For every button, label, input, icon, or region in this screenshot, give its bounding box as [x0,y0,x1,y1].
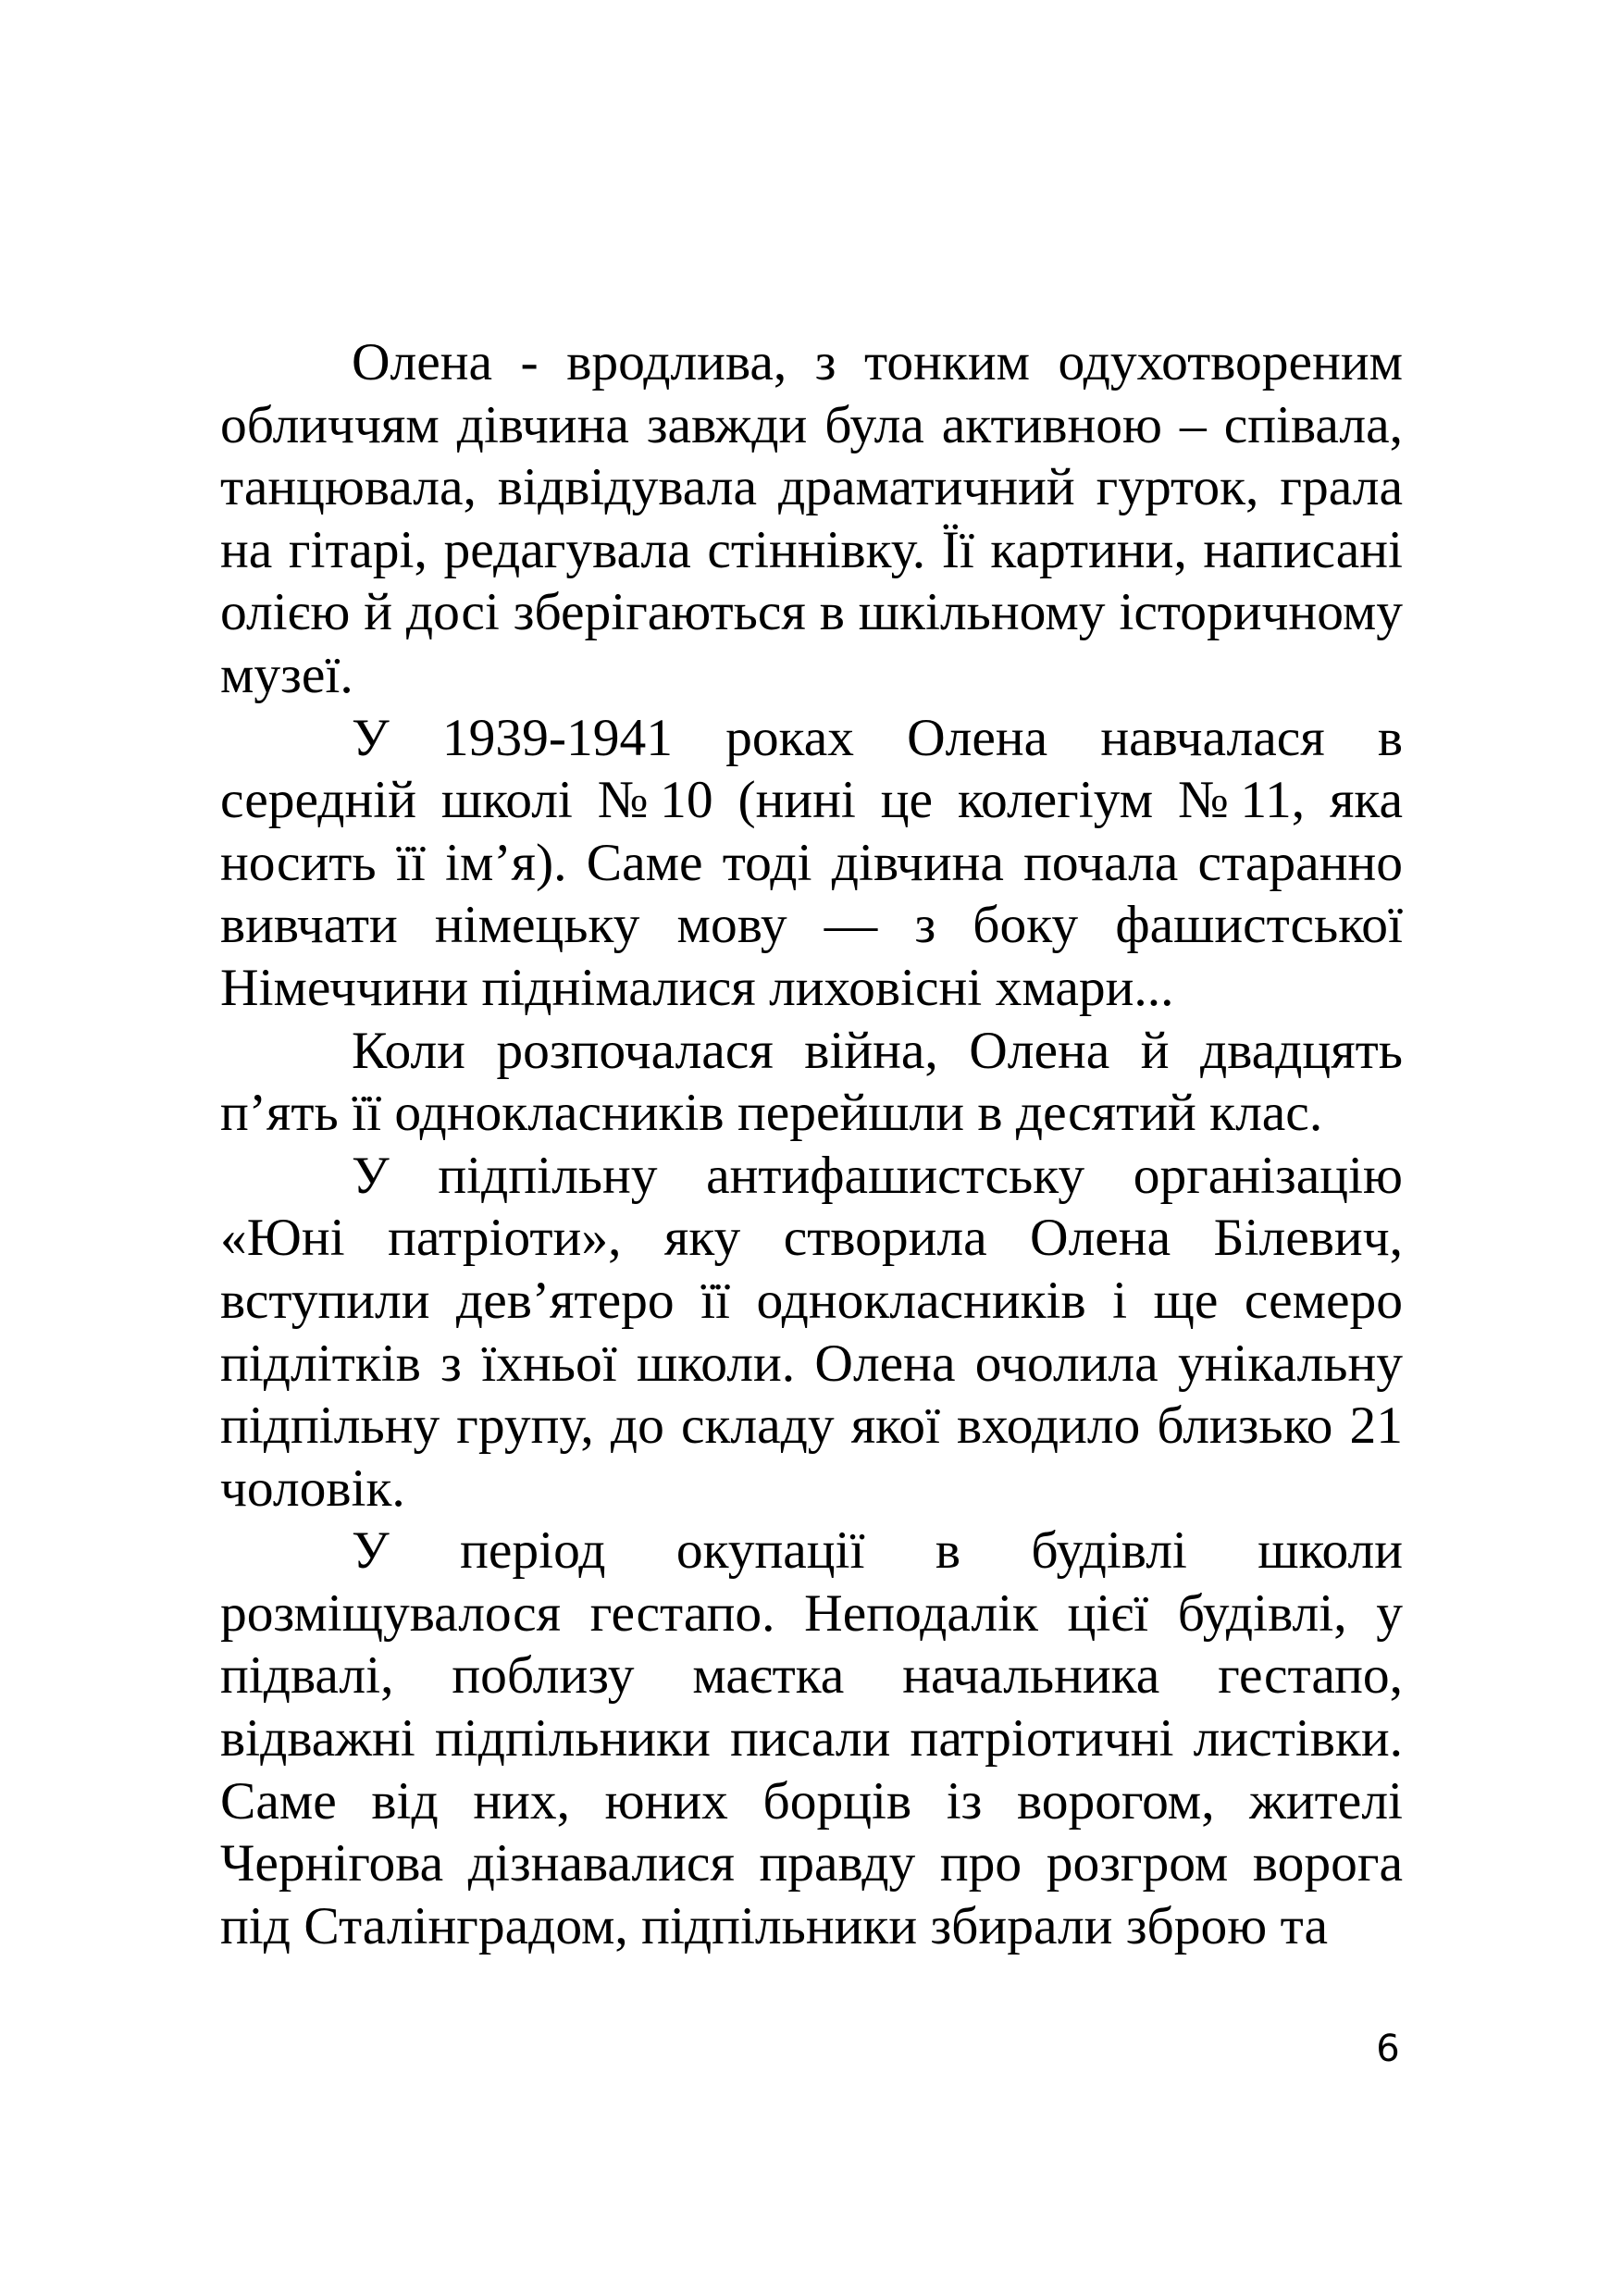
paragraph-2: У 1939-1941 роках Олена навчалася в середній школі №10 (нині це колегіум №11, яка носить її ім’я). Саме тоді дівчина почала старанно вивчати німецьку мову — з боку фашистської Німеччини піднімалися лиховісні хмари... [220,708,1403,1017]
paragraph-5: У період окупації в будівлі школи розміщувалося гестапо. Неподалік цієї будівлі, у підвалі, поблизу маєтка начальника гестапо, відважні підпільники писали патріотичні листівки. Саме від них, юних борців із ворогом, жителі Чернігова дізнавалися правду про розгром ворога під Сталінградом, підпільники збирали зброю та [220,1521,1403,1955]
body-text [220,331,1403,1957]
paragraph-1: Олена - вродлива, з тонким одухотвореним обличчям дівчина завжди була активною – співала, танцювала, відвідувала драматичний гурток, грала на гітарі, редагувала стіннівку. Її картини, написані олією й досі зберігаються в шкільному історичному музеї. [220,333,1403,704]
page-number: 6 [1376,2028,1400,2070]
paragraph-3: Коли розпочалася війна, Олена й двадцять п’ять її однокласників перейшли в десятий клас. [220,1021,1403,1143]
paragraph-4: У підпільну антифашистську організацію «Юні патріоти», яку створила Олена Білевич, вступили дев’ятеро її однокласників і ще семеро підлітків з їхньої школи. Олена очолила унікальну підпільну групу, до складу якої входило близько 21 чоловік. [220,1146,1403,1518]
